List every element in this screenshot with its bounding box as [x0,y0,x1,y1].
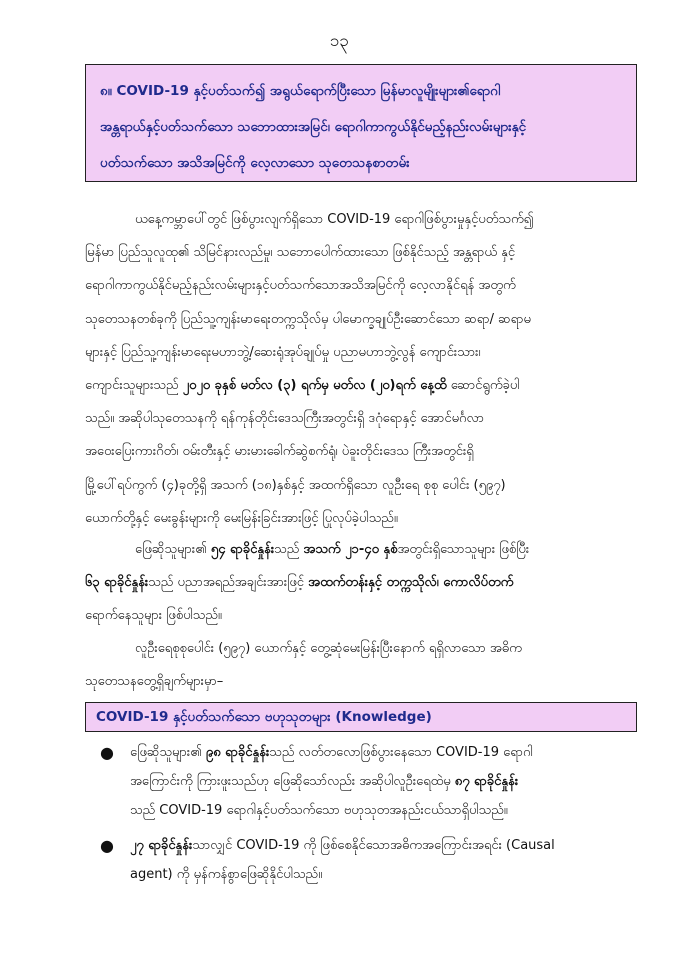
percent-figure: ၅၄ ရာခိုင်နှုန်း [210,542,275,557]
text-span: သည် လတ်တလောဖြစ်ပွားနေသော COVID-19 ရောဂါ [269,745,533,760]
paragraph-line: များနှင့် ပြည်သူ့ကျန်းမာရေးမဟာဘွဲ့/ဆေးရုံအုပ်ချုပ်မှု ပညာမဟာဘွဲ့လွန် ကျောင်းသား၊ [85,344,481,360]
knowledge-subheading: COVID-19 နှင့်ပတ်သက်သော ဗဟုသုတများ (Knowledge) [85,702,637,732]
paragraph-line: မြို့ပေါ်ရပ်ကွက် (၄)ခုတို့ရှိ အသက် (၁၈)နှစ်နှင့် အထက်ရှိသော လူဦးရေ စုစု ပေါင်း (၅၉၇) [85,477,506,493]
list-item [100,831,645,889]
heading-line: ပတ်သက်သော အသိအမြင်ကို လေ့လာသော သုတေသနစာတမ်း [100,155,410,171]
text-span: အတွင်းရှိသောသူများ ဖြစ်ပြီး [397,542,530,557]
text-span: ဖြေဆိုသူများ၏ [130,745,206,760]
percent-figure: ၂၇ ရာခိုင်နှုန်း [130,838,193,853]
survey-dates: ၂၀၂၀ ခုနှစ် မတ်လ (၃) ရက်မှ မတ်လ (၂၀)ရက် နေ့ထိ [182,378,447,394]
demographics-paragraph [85,533,645,633]
list-item-line: သည် COVID-19 ရောဂါနှင့်ပတ်သက်သော ဗဟုသုတအနည်းငယ်သာရှိပါသည်။ [130,803,508,818]
list-item [100,738,645,825]
text-span: ဖြေဆိုသူများ၏ [135,542,211,557]
text-span: သာလျှင် COVID-19 ကို ဖြစ်စေနိုင်သောအဓိကအကြောင်းအရင်း (Causal [192,838,555,853]
bullet-icon: ● [100,743,114,762]
section-heading-box [85,64,637,182]
list-item-line [130,738,645,767]
paragraph-line [85,533,645,566]
paragraph-line [85,566,645,599]
intro-paragraph [85,203,645,535]
heading-line: ၈။ COVID-19 နှင့်ပတ်သက်၍ အရွယ်ရောက်ပြီးသော မြန်မာလူမျိုးများ၏ရောဂါ [100,83,501,99]
age-range: အသက် ၂၁-၄၀ နှစ် [303,542,398,557]
paragraph-line: ရောဂါကာကွယ်နိုင်မည့်နည်းလမ်းများနှင့်ပတ်သက်သောအသိအမြင်ကို လေ့လာနိုင်ရန် အတွက် [85,278,516,294]
paragraph-line: လူဦးရေစုစုပေါင်း (၅၉၇) ယောက်နှင့် တွေ့ဆုံမေးမြန်းပြီးနောက် ရရှိလာသော အဓိက [135,641,522,656]
paragraph-line: မြန်မာ ပြည်သူလူထု၏ သိမြင်နားလည်မှု၊ သဘောပေါက်ထားသော ဖြစ်နိုင်သည့် အန္တရာယ် နှင့် [85,245,516,261]
findings-list [100,738,645,895]
percent-figure: ၆၃ ရာခိုင်နှုန်း [85,575,149,591]
findings-intro-paragraph [85,632,645,698]
education-level: အထက်တန်းနှင့် တက္ကသိုလ်၊ ကောလိပ်တက် [308,575,514,591]
percent-figure: ၈၇ ရာခိုင်နှုန်း [454,774,519,789]
paragraph-line: သည်။ အဆိုပါသုတေသနကို ရန်ကုန်တိုင်းဒေသကြီးအတွင်းရှိ ဒဂုံရောနှင့် အောင်မင်္ဂလာ [85,411,484,427]
list-item-line [130,767,645,796]
paragraph-line: ယောက်တို့နှင့် မေးခွန်းများကို မေးမြန်းခြင်းအားဖြင့် ပြုလုပ်ခဲ့ပါသည်။ [85,510,398,526]
paragraph-line: ယနေ့ကမ္ဘာပေါ်တွင် ဖြစ်ပွားလျက်ရှိသော COVID-19 ရောဂါဖြစ်ပွားမှုနှင့်ပတ်သက်၍ [135,212,534,227]
paragraph-line: အဝေးပြေးကားဂိတ်၊ ဝမ်းတီးနှင့် မားမားခေါက်ဆွဲစက်ရုံ၊ ပဲခူးတိုင်းဒေသ ကြီးအတွင်းရှိ [85,444,474,460]
paragraph-line [85,369,645,402]
page-number: ၁၃ [329,31,350,51]
text-span: ဆောင်ရွက်ခဲ့ပါ [446,378,520,394]
text-span: သည် [274,542,304,557]
list-item-line: agent) ကို မှန်ကန်စွာဖြေဆိုနိုင်ပါသည်။ [130,867,323,882]
text-span: ကျောင်းသူများသည် [85,378,183,394]
text-span: အကြောင်းကို ကြားဖူးသည်ဟု ဖြေဆိုသော်လည်း အဆိုပါလူဦးရေထဲမှ [130,774,455,789]
paragraph-line: သုတေသနတစ်ခုကို ပြည်သူ့ကျန်းမာရေးတက္ကသိုလ်မှ ပါမောက္ခချုပ်ဦးဆောင်သော ဆရာ/ ဆရာမ [85,311,531,327]
text-span: သည် ပညာအရည်အချင်းအားဖြင့် [148,575,309,591]
list-item-line [130,831,645,860]
paragraph-line: သုတေသနတွေ့ရှိချက်များမှာ– [85,674,224,690]
bullet-icon: ● [100,836,114,855]
paragraph-line: ရောက်နေသူများ ဖြစ်ပါသည်။ [85,608,222,624]
percent-figure: ၉၈ ရာခိုင်နှုန်း [205,745,270,760]
heading-line: အန္တရာယ်နှင့်ပတ်သက်သော သဘောထားအမြင်၊ ရောဂါကာကွယ်နိုင်မည့်နည်းလမ်းများနှင့် [100,119,527,135]
